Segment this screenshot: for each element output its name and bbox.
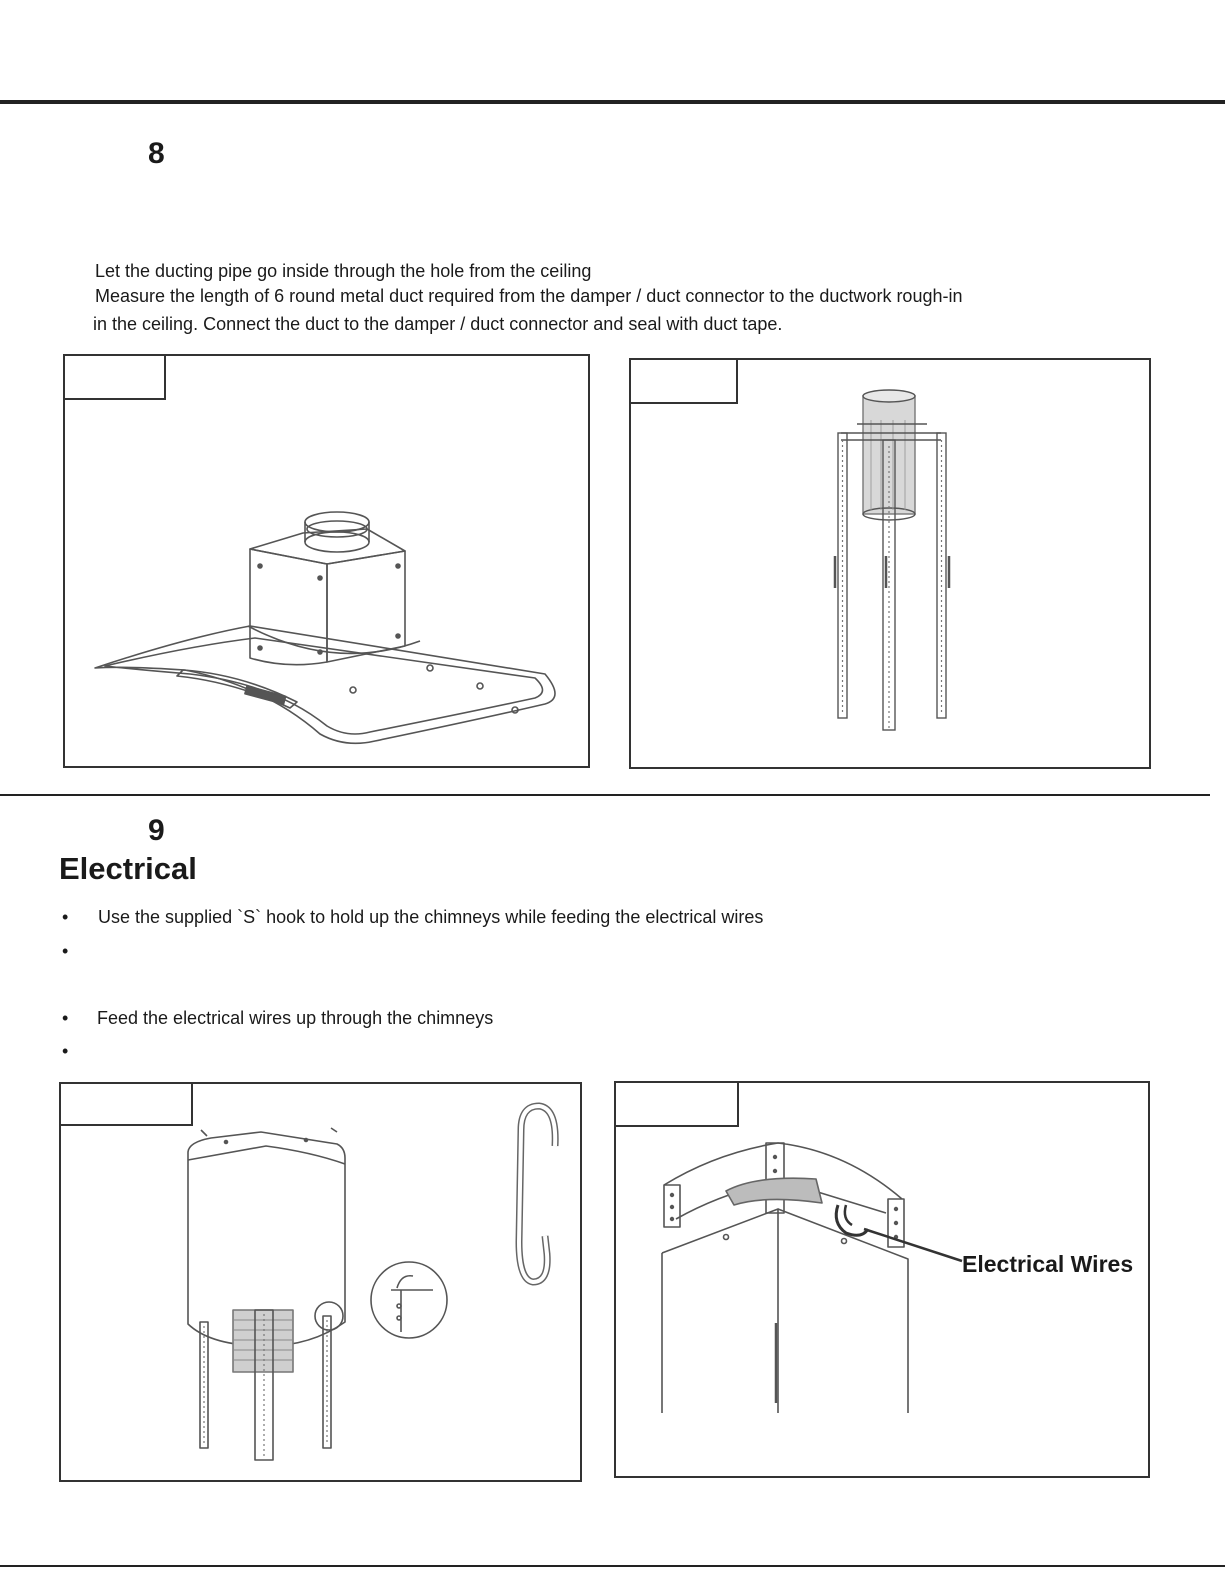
duct-frame-figure	[629, 358, 1151, 769]
bullet-text-3: Feed the electrical wires up through the chimneys	[97, 1008, 494, 1028]
bullet-marker: •	[62, 941, 69, 961]
bullet-marker: •	[62, 1041, 69, 1061]
chimney-s-hook-illustration	[61, 1084, 580, 1480]
electrical-wires-callout: Electrical Wires	[962, 1251, 1134, 1277]
range-hood-illustration	[65, 356, 588, 766]
bullet-text-1: Use the supplied `S` hook to hold up the chimneys while feeding the electrical wires	[98, 907, 764, 927]
bottom-rule	[0, 1565, 1225, 1567]
section-heading-electrical: Electrical	[59, 851, 197, 886]
step-8-line-1: Let the ducting pipe go inside through the hole from the ceiling	[95, 261, 592, 281]
top-rule	[0, 100, 1225, 104]
step-8-number: 8	[148, 137, 165, 170]
step-8-line-3: in the ceiling. Connect the duct to the damper / duct connector and seal with duct tape.	[93, 314, 783, 334]
chimney-s-hook-figure	[59, 1082, 582, 1482]
bullet-marker: •	[62, 1008, 69, 1028]
step-9-number: 9	[148, 814, 165, 847]
step-8-line-2: Measure the length of 6 round metal duct required from the damper / duct connector to the ductwork rough-in	[95, 286, 963, 306]
duct-frame-illustration	[631, 360, 1149, 767]
electrical-wires-figure	[614, 1081, 1150, 1478]
range-hood-figure	[63, 354, 590, 768]
chimney-top-illustration	[616, 1083, 1148, 1476]
section-divider	[0, 794, 1210, 796]
bullet-marker: •	[62, 907, 69, 927]
